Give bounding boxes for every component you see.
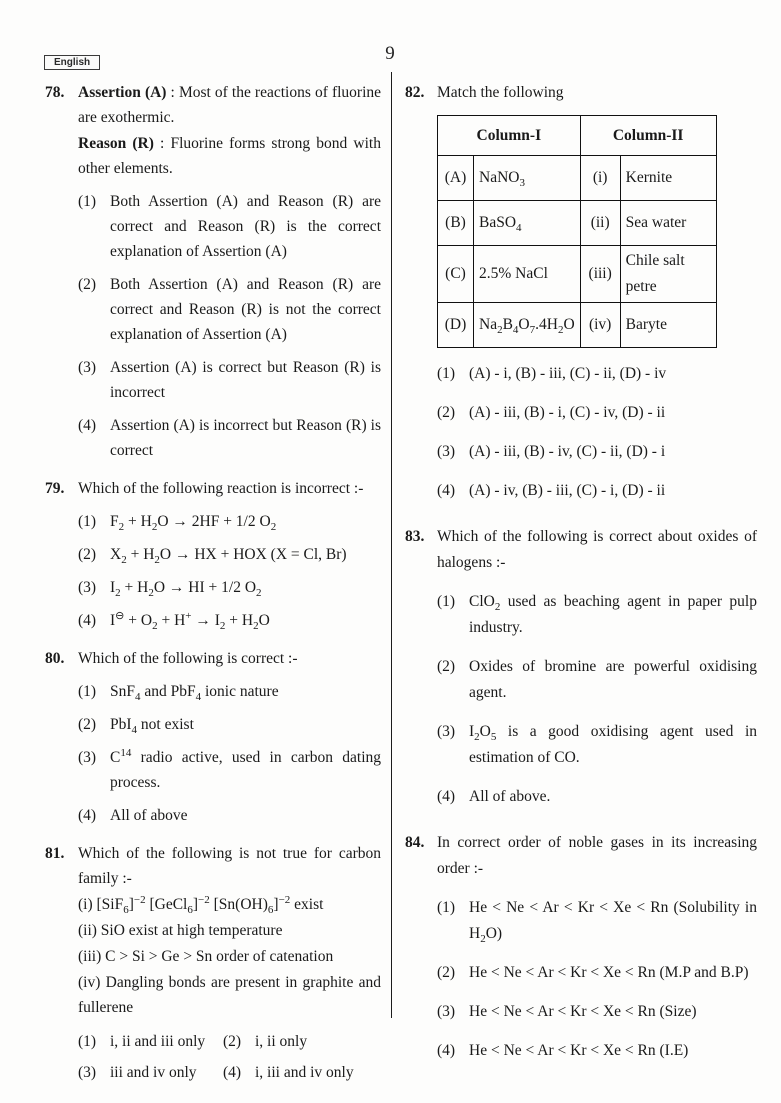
option <box>437 439 757 465</box>
option-label: (4) <box>78 807 97 824</box>
table-row <box>438 156 717 201</box>
question-text: Assertion (A) : Most of the reactions of fluorine are exothermic. <box>78 84 382 126</box>
option-label: (3) <box>437 1003 456 1020</box>
option-text: He < Ne < Ar < Kr < Xe < Rn (Solubility in $H_2O$) <box>469 899 757 946</box>
option-label: (1) <box>437 365 456 382</box>
option-text: i, iii and iv only <box>255 1064 354 1081</box>
question-body <box>437 80 757 504</box>
question-text: Reason (R) : Fluorine forms strong bond with other elements. <box>78 135 381 177</box>
table-label-cell: (B) <box>438 201 474 246</box>
option-label: (1) <box>437 593 456 610</box>
question-text: Which of the following is not true for carbon family :- <box>78 845 381 887</box>
option-text: PbI$_4$ not exist <box>110 716 194 737</box>
question-body <box>437 830 757 1064</box>
option <box>78 803 381 828</box>
option-text: Both Assertion (A) and Reason (R) are correct and Reason (R) is not the correct explanation of Assertion (A) <box>110 276 381 343</box>
option <box>78 575 381 600</box>
table-label-cell: (iii) <box>580 246 620 303</box>
option <box>78 712 381 737</box>
table-value-cell: 2.5% NaCl <box>474 246 581 303</box>
question-body <box>78 841 381 1085</box>
table-value-cell: BaSO$_4$ <box>474 201 581 246</box>
questions-column-right <box>405 80 757 1084</box>
option-label: (2) <box>78 546 97 563</box>
options <box>78 1029 381 1085</box>
question-text: In correct order of noble gases in its increasing order :- <box>437 834 757 877</box>
table-value-cell: Chile salt petre <box>620 246 716 303</box>
option-text: Assertion (A) is correct but Reason (R) is incorrect <box>110 359 381 401</box>
question-body <box>78 476 381 633</box>
option <box>437 654 757 706</box>
option-text: $I^⊖ + O_2 + H^+ \to I_2 + H_2O$ <box>110 609 270 633</box>
option-label: (1) <box>437 899 456 916</box>
table-row <box>438 303 717 348</box>
option <box>223 1029 381 1054</box>
question-text: Which of the following reaction is incorrect :- <box>78 480 364 497</box>
option-label: (2) <box>223 1033 242 1050</box>
option <box>437 1038 757 1064</box>
question-80 <box>45 646 381 828</box>
question-84 <box>405 830 757 1064</box>
option <box>78 355 381 405</box>
option-label: (2) <box>437 964 456 981</box>
option-label: (4) <box>223 1064 242 1081</box>
option <box>78 542 381 567</box>
table-label-cell: (C) <box>438 246 474 303</box>
question-82 <box>405 80 757 504</box>
option-label: (4) <box>78 417 97 434</box>
question-number: 82. <box>405 84 425 101</box>
option <box>78 189 381 264</box>
question-text: (iii) C > Si > Ge > Sn order of catenation <box>78 948 334 965</box>
table-value-cell: Sea water <box>620 201 716 246</box>
table-header-cell: Column-I <box>438 116 581 156</box>
question-text: Which of the following is correct about oxides of halogens :- <box>437 528 757 571</box>
table-value-cell: Baryte <box>620 303 716 348</box>
question-79 <box>45 476 381 633</box>
option <box>437 589 757 641</box>
table-label-cell: (iv) <box>580 303 620 348</box>
option-text: ClO$_2$ used as beaching agent in paper pulp industry. <box>469 593 757 636</box>
question-text: (iv) Dangling bonds are present in graphite and fullerene <box>78 974 381 1016</box>
question-number: 83. <box>405 528 425 545</box>
table-label-cell: (A) <box>438 156 474 201</box>
match-table <box>437 115 717 348</box>
question-number: 81. <box>45 845 65 862</box>
question-body <box>78 646 381 828</box>
option-label: (3) <box>78 359 97 376</box>
question-81 <box>45 841 381 1085</box>
option-text: Oxides of bromine are powerful oxidising agent. <box>469 658 757 701</box>
option <box>78 1029 223 1054</box>
question-78 <box>45 80 381 463</box>
question-text: (ii) SiO exist at high temperature <box>78 922 283 939</box>
option-label: (2) <box>78 276 97 293</box>
options <box>78 189 381 463</box>
language-badge: English <box>44 55 100 70</box>
option <box>78 745 381 795</box>
table-row <box>438 246 717 303</box>
option-label: (1) <box>78 1033 97 1050</box>
option-text: (A) - iii, (B) - i, (C) - iv, (D) - ii <box>469 404 666 421</box>
page-number: 9 <box>385 43 395 64</box>
option-text: All of above. <box>469 788 551 805</box>
option-text: i, ii only <box>255 1033 308 1050</box>
option <box>437 999 757 1025</box>
option-label: (1) <box>78 193 97 210</box>
questions-column-left <box>45 80 381 1098</box>
option-text: Both Assertion (A) and Reason (R) are correct and Reason (R) is the correct explanation of Assertion (A) <box>110 193 381 260</box>
option <box>78 608 381 633</box>
option-label: (4) <box>437 482 456 499</box>
option-label: (2) <box>437 658 456 675</box>
question-number: 80. <box>45 650 65 667</box>
options <box>78 679 381 828</box>
question-text: Which of the following is correct :- <box>78 650 298 667</box>
option-text: $C^{14}$ radio active, used in carbon dating process. <box>110 746 381 791</box>
table-label-cell: (ii) <box>580 201 620 246</box>
question-body <box>437 524 757 810</box>
option <box>437 784 757 810</box>
option <box>437 400 757 426</box>
option-text: $I_2 + H_2O$ → HI + 1/2 $O_2$ <box>110 579 262 600</box>
option <box>78 679 381 704</box>
option-text: (A) - iv, (B) - iii, (C) - i, (D) - ii <box>469 482 666 499</box>
table-row <box>438 201 717 246</box>
option <box>437 719 757 771</box>
option <box>223 1060 381 1085</box>
option-text: $X_2 + H_2O$ → HX + HOX (X = Cl, Br) <box>110 546 347 567</box>
options <box>437 361 757 504</box>
option <box>78 272 381 347</box>
option-label: (4) <box>437 788 456 805</box>
options <box>437 895 757 1064</box>
option-label: (2) <box>437 404 456 421</box>
option-text: All of above <box>110 807 188 824</box>
option-label: (1) <box>78 513 97 530</box>
option <box>78 413 381 463</box>
table-value-cell: NaNO$_3$ <box>474 156 581 201</box>
question-text: Match the following <box>437 84 564 101</box>
option-label: (3) <box>78 749 97 766</box>
option-text: (A) - iii, (B) - iv, (C) - ii, (D) - i <box>469 443 666 460</box>
table-label-cell: (i) <box>580 156 620 201</box>
option-label: (3) <box>437 723 456 740</box>
question-text: (i) $[SiF_6]^{-2}$ [GeCl$_6$]$^{-2}$ $[Sn(OH)_6]^{-2}$ exist <box>78 893 324 917</box>
option-text: SnF$_4$ and PbF$_4$ ionic nature <box>110 683 279 704</box>
question-number: 79. <box>45 480 65 497</box>
table-value-cell: $Na_2B_4O_7.4H_2O$ <box>474 303 581 348</box>
option <box>437 361 757 387</box>
options <box>78 509 381 633</box>
option-text: (A) - i, (B) - iii, (C) - ii, (D) - iv <box>469 365 667 382</box>
option-text: i, ii and iii only <box>110 1033 206 1050</box>
option-text: He < Ne < Ar < Kr < Xe < Rn (M.P and B.P) <box>469 964 749 981</box>
option-text: iii and iv only <box>110 1064 197 1081</box>
option <box>437 895 757 947</box>
option-text: He < Ne < Ar < Kr < Xe < Rn (I.E) <box>469 1042 689 1059</box>
option-label: (3) <box>78 1064 97 1081</box>
option-label: (3) <box>437 443 456 460</box>
option-label: (4) <box>78 612 97 629</box>
option-text: $F_2 + H_2O \to 2HF + 1/2$ $O_2$ <box>110 513 277 534</box>
table-label-cell: (D) <box>438 303 474 348</box>
option <box>437 960 757 986</box>
option <box>437 478 757 504</box>
question-83 <box>405 524 757 810</box>
option-label: (1) <box>78 683 97 700</box>
option-text: $I_2O_5$ is a good oxidising agent used in estimation of CO. <box>469 723 757 766</box>
option-text: Assertion (A) is incorrect but Reason (R) is correct <box>110 417 381 459</box>
options <box>437 589 757 810</box>
column-divider <box>391 72 392 1018</box>
table-header-row <box>438 116 717 156</box>
option-text: He < Ne < Ar < Kr < Xe < Rn (Size) <box>469 1003 697 1020</box>
question-body <box>78 80 381 463</box>
option <box>78 1060 223 1085</box>
table-value-cell: Kernite <box>620 156 716 201</box>
option-label: (2) <box>78 716 97 733</box>
table-header-cell: Column-II <box>580 116 716 156</box>
question-number: 78. <box>45 84 65 101</box>
option <box>78 509 381 534</box>
option-label: (3) <box>78 579 97 596</box>
question-number: 84. <box>405 834 425 851</box>
option-label: (4) <box>437 1042 456 1059</box>
